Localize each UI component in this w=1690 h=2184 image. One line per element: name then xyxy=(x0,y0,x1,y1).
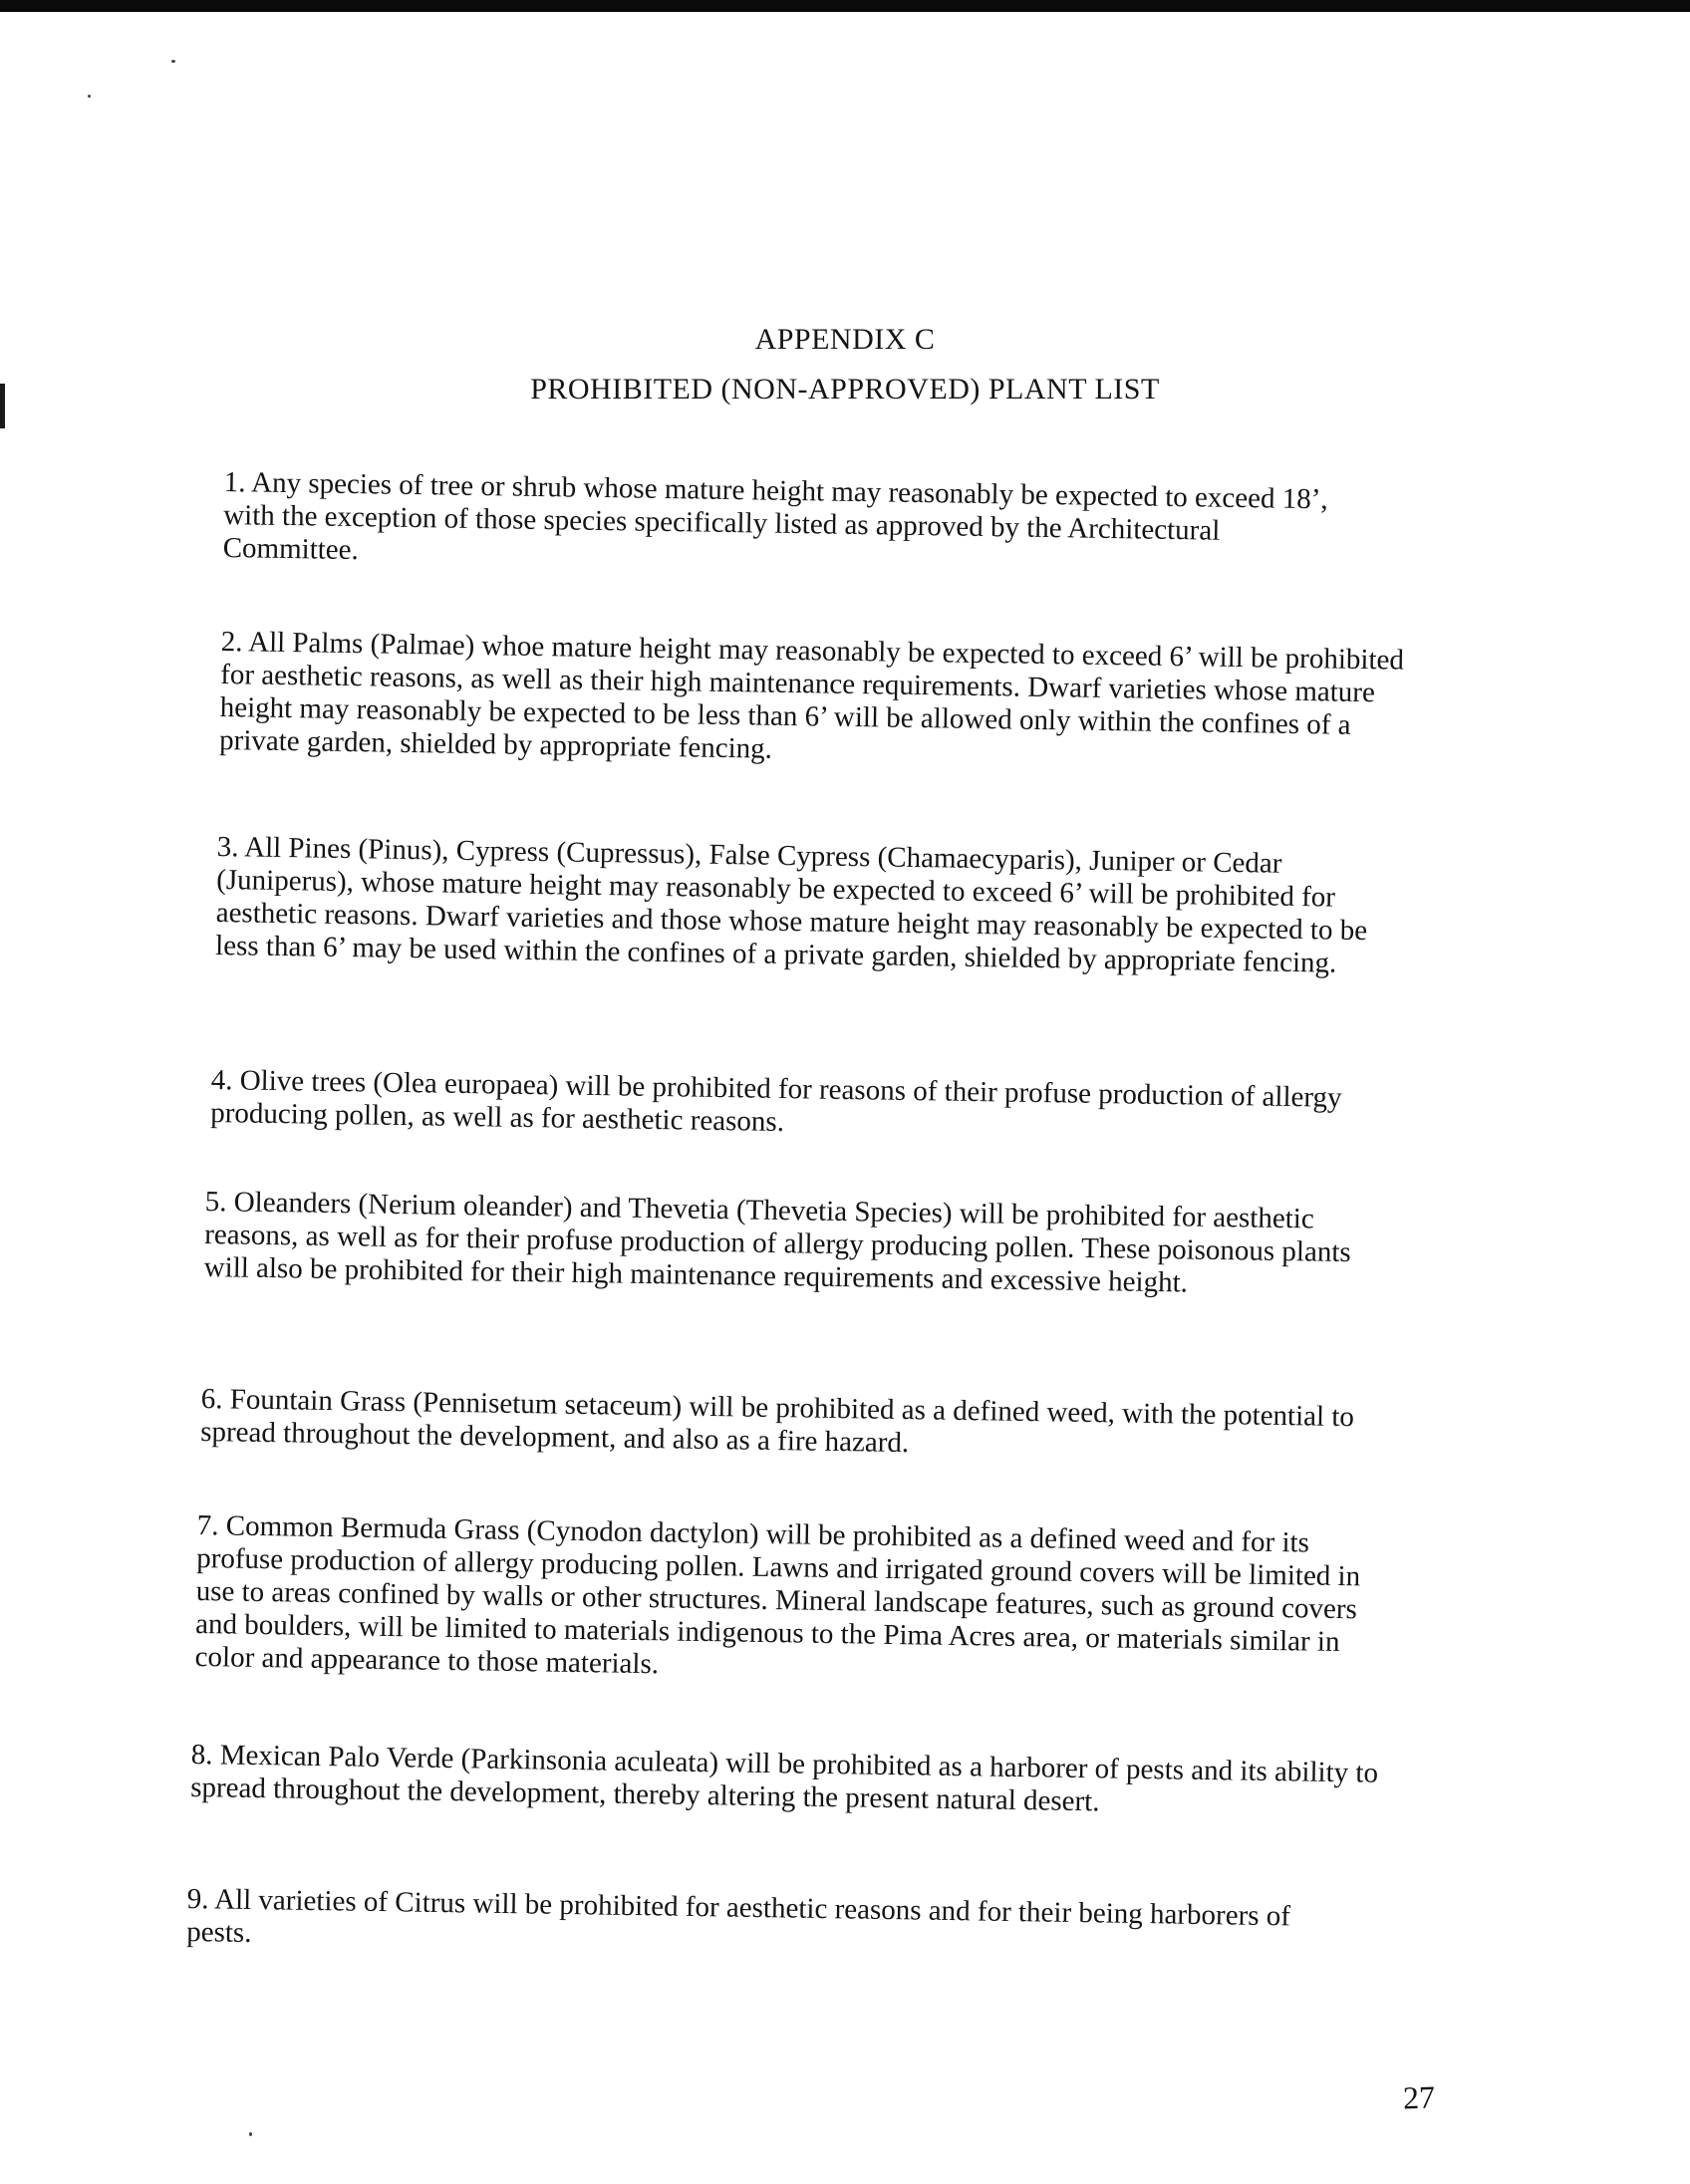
list-item-2: 2. All Palms (Palmae) whoe mature height may reasonably be expected to exceed 6’ will be prohibited for aesthetic reasons, as well as their high maintenance requirements. Dwarf varieties whose mature height may reasonably be expected to be less than 6’ will be allowed only within the confines of a private garden, shielded by appropriate fencing. xyxy=(218,626,1405,765)
scan-border-top xyxy=(0,0,1690,12)
list-item-4: 4. Olive trees (Olea europaea) will be prohibited for reasons of their profuse production of allergy producing pollen, as well as for aesthetic reasons. xyxy=(209,1064,1342,1139)
scan-speck xyxy=(249,2132,252,2136)
appendix-subtitle: PROHIBITED (NON-APPROVED) PLANT LIST xyxy=(530,373,1160,406)
list-item-3: 3. All Pines (Pinus), Cypress (Cupressus), False Cypress (Chamaecyparis), Juniper or Cedar (Juniperus), whose mature height may reasonably be expected to exceed 6’ will be prohibited for aesthetic reasons. Dwarf varieties and those whose mature height may reasonably be expected to be less than 6’ may be used within the confines of a private garden, shielded by appropriate fencing. xyxy=(214,831,1368,979)
scan-speck xyxy=(88,95,91,98)
list-item-9: 9. All varieties of Citrus will be prohibited for aesthetic reasons and for their being harborers of pests. xyxy=(185,1883,1291,1950)
page-number: 27 xyxy=(1402,2078,1436,2116)
list-item-5: 5. Oleanders (Nerium oleander) and Thevetia (Thevetia Species) will be prohibited for aesthetic reasons, as well as for their profuse production of allergy producing pollen. These poisonous plants will also be prohibited for their high maintenance requirements and excessive height. xyxy=(203,1186,1351,1299)
list-item-6: 6. Fountain Grass (Pennisetum setaceum) will be prohibited as a defined weed, with the potential to spread throughout the development, and also as a fire hazard. xyxy=(199,1383,1355,1460)
list-item-8: 8. Mexican Palo Verde (Parkinsonia aculeata) will be prohibited as a harborer of pests and its ability to spread throughout the development, thereby altering the present natural desert. xyxy=(189,1739,1379,1818)
list-item-1: 1. Any species of tree or shrub whose mature height may reasonably be expected to exceed 18’, with the exception of those species specifically listed as approved by the Architectural Committee. xyxy=(222,466,1328,567)
scan-speck xyxy=(171,60,175,63)
appendix-title: APPENDIX C xyxy=(754,323,936,356)
list-item-7: 7. Common Bermuda Grass (Cynodon dactylon) will be prohibited as a defined weed and for its profuse production of allergy producing pollen. Lawns and irrigated ground covers will be limited in use to areas confined by walls or other structures. Mineral landscape features, such as ground covers and boulders, will be limited to materials indigenous to the Pima Acres area, or materials similar in color and appearance to those materials. xyxy=(194,1509,1361,1681)
